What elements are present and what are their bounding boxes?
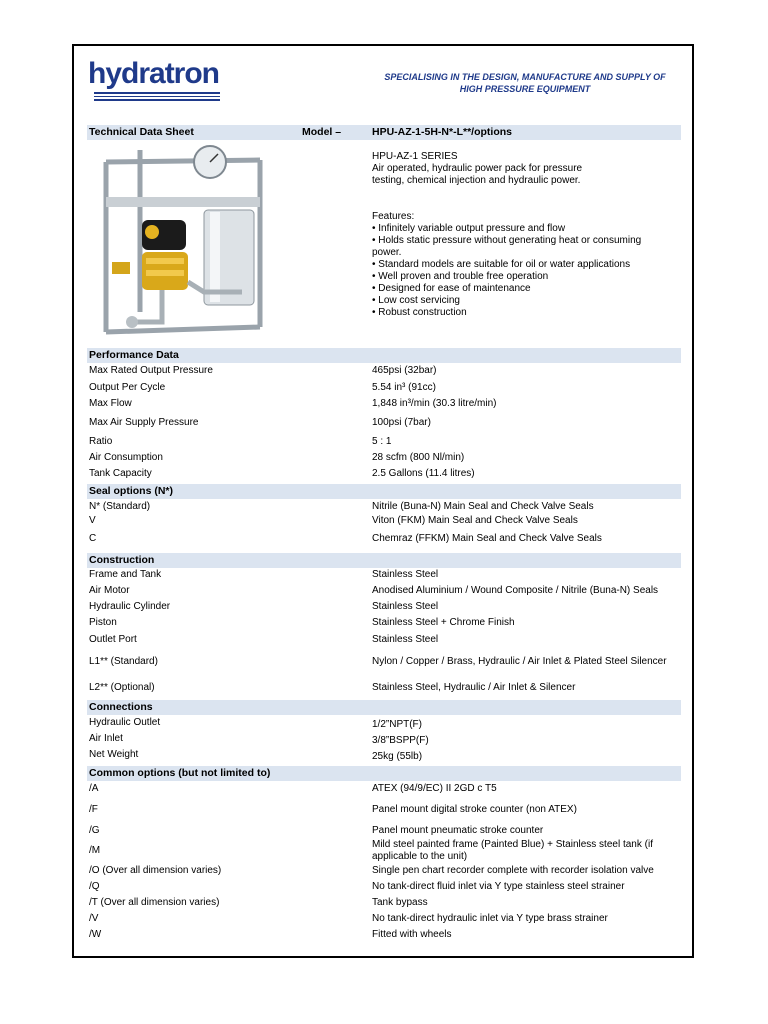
- spec-value: Stainless Steel: [372, 569, 439, 580]
- spec-value: 28 scfm (800 Nl/min): [372, 452, 465, 463]
- option-code: /W: [89, 929, 102, 940]
- logo-text: hydratron: [88, 57, 220, 90]
- spec-value: Viton (FKM) Main Seal and Check Valve Seals: [372, 515, 578, 526]
- option-desc: Tank bypass: [372, 897, 428, 908]
- section-seal-options: [87, 484, 681, 499]
- spec-value: 2.5 Gallons (11.4 litres): [372, 468, 475, 479]
- features-title: Features:: [372, 211, 415, 222]
- feature-item: • Robust construction: [372, 307, 467, 318]
- tagline: [370, 71, 680, 95]
- spec-label: Hydraulic Outlet: [89, 717, 161, 728]
- spec-label: Air Motor: [89, 585, 130, 596]
- spec-label: Piston: [89, 617, 117, 628]
- option-desc: Panel mount digital stroke counter (non ATEX): [372, 804, 577, 815]
- series-line: testing, chemical injection and hydraulic power.: [372, 175, 581, 186]
- model-label: Model –: [302, 126, 342, 138]
- spec-label: Air Consumption: [89, 452, 163, 463]
- power-pack-image: [92, 142, 267, 342]
- feature-item: • Well proven and trouble free operation: [372, 271, 549, 282]
- feature-item: • Infinitely variable output pressure and flow: [372, 223, 566, 234]
- spec-value: 5 : 1: [372, 436, 392, 447]
- option-code: /Q: [89, 881, 100, 892]
- spec-value: 25kg (55lb): [372, 751, 423, 762]
- option-desc: Single pen chart recorder complete with recorder isolation valve: [372, 865, 654, 876]
- spec-label: Net Weight: [89, 749, 139, 760]
- spec-value: 1,848 in³/min (30.3 litre/min): [372, 398, 497, 409]
- series-line: Air operated, hydraulic power pack for pressure: [372, 163, 583, 174]
- option-code: /T (Over all dimension varies): [89, 897, 220, 908]
- section-performance: [87, 348, 681, 363]
- option-desc: Fitted with wheels: [372, 929, 452, 940]
- section-construction: [87, 553, 681, 568]
- spec-value: 3/8”BSPP(F): [372, 735, 429, 746]
- feature-item: • Low cost servicing: [372, 295, 460, 306]
- spec-value: 5.54 in³ (91cc): [372, 382, 436, 393]
- option-code: /G: [89, 825, 100, 836]
- spec-value: Stainless Steel, Hydraulic / Air Inlet & Silencer: [372, 682, 576, 693]
- series-description: [372, 151, 672, 187]
- spec-label: Air Inlet: [89, 733, 123, 744]
- spec-label: Output Per Cycle: [89, 382, 166, 393]
- spec-label: Max Air Supply Pressure: [89, 417, 199, 428]
- option-code: /O (Over all dimension varies): [89, 865, 222, 876]
- model-value: HPU-AZ-1-5H-N*-L**/options: [372, 126, 512, 138]
- spec-value: 100psi (7bar): [372, 417, 431, 428]
- spec-label: Tank Capacity: [89, 468, 152, 479]
- section-connections: [87, 700, 681, 715]
- tagline-line2: HIGH PRESSURE EQUIPMENT: [459, 84, 591, 94]
- spec-label: N* (Standard): [89, 501, 151, 512]
- spec-value: Nylon / Copper / Brass, Hydraulic / Air Inlet & Plated Steel Silencer: [372, 656, 667, 667]
- title-band: [87, 125, 681, 140]
- spec-label: L2** (Optional): [89, 682, 155, 693]
- spec-label: C: [89, 533, 97, 544]
- series-line: HPU-AZ-1 SERIES: [372, 151, 458, 162]
- spec-label: Max Flow: [89, 398, 132, 409]
- spec-value: Stainless Steel + Chrome Finish: [372, 617, 515, 628]
- section-title: Performance Data: [89, 349, 179, 361]
- spec-value: Stainless Steel: [372, 634, 439, 645]
- section-title: Construction: [89, 554, 155, 566]
- logo-underline: [94, 92, 220, 103]
- section-common-options: [87, 766, 681, 781]
- spec-label: Outlet Port: [89, 634, 137, 645]
- features-list: [372, 211, 662, 319]
- hydratron-logo: [88, 56, 220, 102]
- spec-label: Hydraulic Cylinder: [89, 601, 171, 612]
- option-desc: No tank-direct hydraulic inlet via Y type brass strainer: [372, 913, 608, 924]
- option-code: /M: [89, 845, 101, 856]
- feature-item: • Holds static pressure without generating heat or consuming power.: [372, 235, 642, 258]
- option-desc: ATEX (94/9/EC) II 2GD c T5: [372, 783, 497, 794]
- spec-label: Max Rated Output Pressure: [89, 365, 213, 376]
- spec-label: V: [89, 515, 96, 526]
- option-code: /A: [89, 783, 99, 794]
- section-title: Seal options (N*): [89, 485, 174, 497]
- spec-label: Ratio: [89, 436, 113, 447]
- spec-value: 465psi (32bar): [372, 365, 437, 376]
- section-title: Common options (but not limited to): [89, 767, 271, 779]
- option-code: /V: [89, 913, 99, 924]
- section-title: Connections: [89, 701, 153, 713]
- spec-value: 1/2”NPT(F): [372, 719, 422, 730]
- spec-value: Nitrile (Buna-N) Main Seal and Check Valve Seals: [372, 501, 594, 512]
- option-code: /F: [89, 804, 98, 815]
- spec-label: Frame and Tank: [89, 569, 162, 580]
- spec-value: Stainless Steel: [372, 601, 439, 612]
- feature-item: • Designed for ease of maintenance: [372, 283, 531, 294]
- spec-value: Chemraz (FFKM) Main Seal and Check Valve Seals: [372, 533, 602, 544]
- sheet-title: Technical Data Sheet: [89, 126, 194, 138]
- spec-label: L1** (Standard): [89, 656, 158, 667]
- tagline-line1: SPECIALISING IN THE DESIGN, MANUFACTURE AND SUPPLY OF: [384, 72, 666, 82]
- option-desc: Mild steel painted frame (Painted Blue) + Stainless steel tank (if applicable to the unit): [372, 839, 653, 862]
- option-desc: No tank-direct fluid inlet via Y type stainless steel strainer: [372, 881, 625, 892]
- option-desc: Panel mount pneumatic stroke counter: [372, 825, 544, 836]
- feature-item: • Standard models are suitable for oil or water applications: [372, 259, 631, 270]
- spec-value: Anodised Aluminium / Wound Composite / Nitrile (Buna-N) Seals: [372, 585, 659, 596]
